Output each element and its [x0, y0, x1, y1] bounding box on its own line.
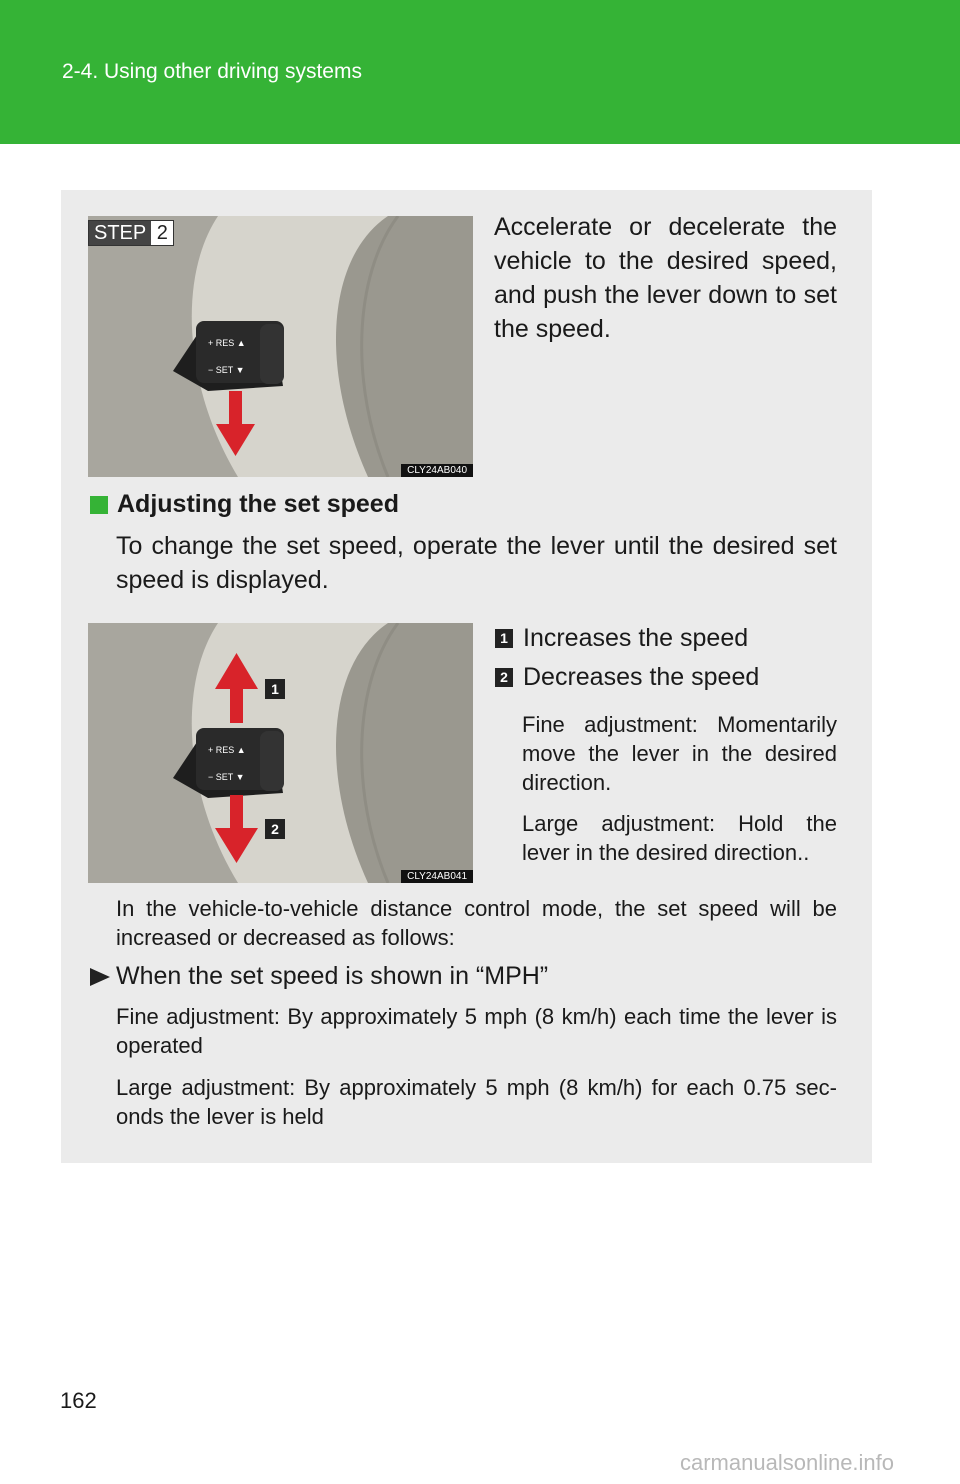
callout-1: 1 — [271, 681, 279, 697]
watermark: carmanualsonline.info — [680, 1450, 895, 1475]
mph-fine-text: Fine adjustment: By approximately 5 mph (8 km/h) each time the lever is operated — [116, 1004, 837, 1058]
num-box-icon: 2 — [495, 668, 513, 687]
steering-lever-arrows-drawing — [88, 623, 473, 883]
item-decrease-label: Decreases the speed — [523, 663, 760, 691]
adjusting-text: To change the set speed, operate the lever until the desired set speed is displayed. — [116, 532, 837, 594]
adjusting-heading — [90, 490, 399, 519]
steering-lever-drawing — [88, 216, 473, 477]
page-number: 162 — [60, 1388, 97, 1413]
lever-set-label: − SET ▼ — [208, 772, 245, 782]
item-increase-label: Increases the speed — [523, 624, 749, 652]
square-bullet-icon — [90, 496, 108, 514]
step-label: STEP — [89, 221, 151, 245]
item-increase — [495, 624, 748, 653]
large-adjustment-text: Large adjustment: Hold the lever in the desired direction.. — [522, 811, 837, 865]
mph-large-text: Large adjustment: By approximately 5 mph (8 km/h) for each 0.75 sec- onds the lever is held — [116, 1075, 837, 1129]
lever-res-label: + RES ▲ — [208, 745, 246, 755]
mph-heading — [90, 962, 548, 991]
step2-text: Accelerate or decelerate the vehicle to the desired speed, and push the lever down to set the speed. — [494, 213, 837, 343]
adjust-illustration — [88, 623, 473, 883]
fine-adjustment-text: Fine adjustment: Momentarily move the lever in the desired direction. — [522, 712, 837, 795]
illustration-code: CLY24AB040 — [401, 464, 473, 477]
adjusting-heading-text: Adjusting the set speed — [117, 490, 399, 518]
illustration-code: CLY24AB041 — [401, 870, 473, 883]
callout-2: 2 — [271, 821, 279, 837]
lever-set-label: − SET ▼ — [208, 365, 245, 375]
step-badge — [88, 220, 174, 246]
item-decrease — [495, 663, 759, 692]
step2-illustration — [88, 216, 473, 477]
num-box-icon: 1 — [495, 629, 513, 648]
section-title: 2-4. Using other driving systems — [62, 60, 362, 83]
step-number: 2 — [151, 221, 173, 245]
triangle-bullet-icon — [90, 968, 110, 986]
mode-note-text: In the vehicle-to-vehicle distance control mode, the set speed will be increased or decreased as follows: — [116, 896, 837, 950]
lever-res-label: + RES ▲ — [208, 338, 246, 348]
header-band — [0, 0, 960, 144]
mph-heading-text: When the set speed is shown in “MPH” — [116, 962, 549, 990]
